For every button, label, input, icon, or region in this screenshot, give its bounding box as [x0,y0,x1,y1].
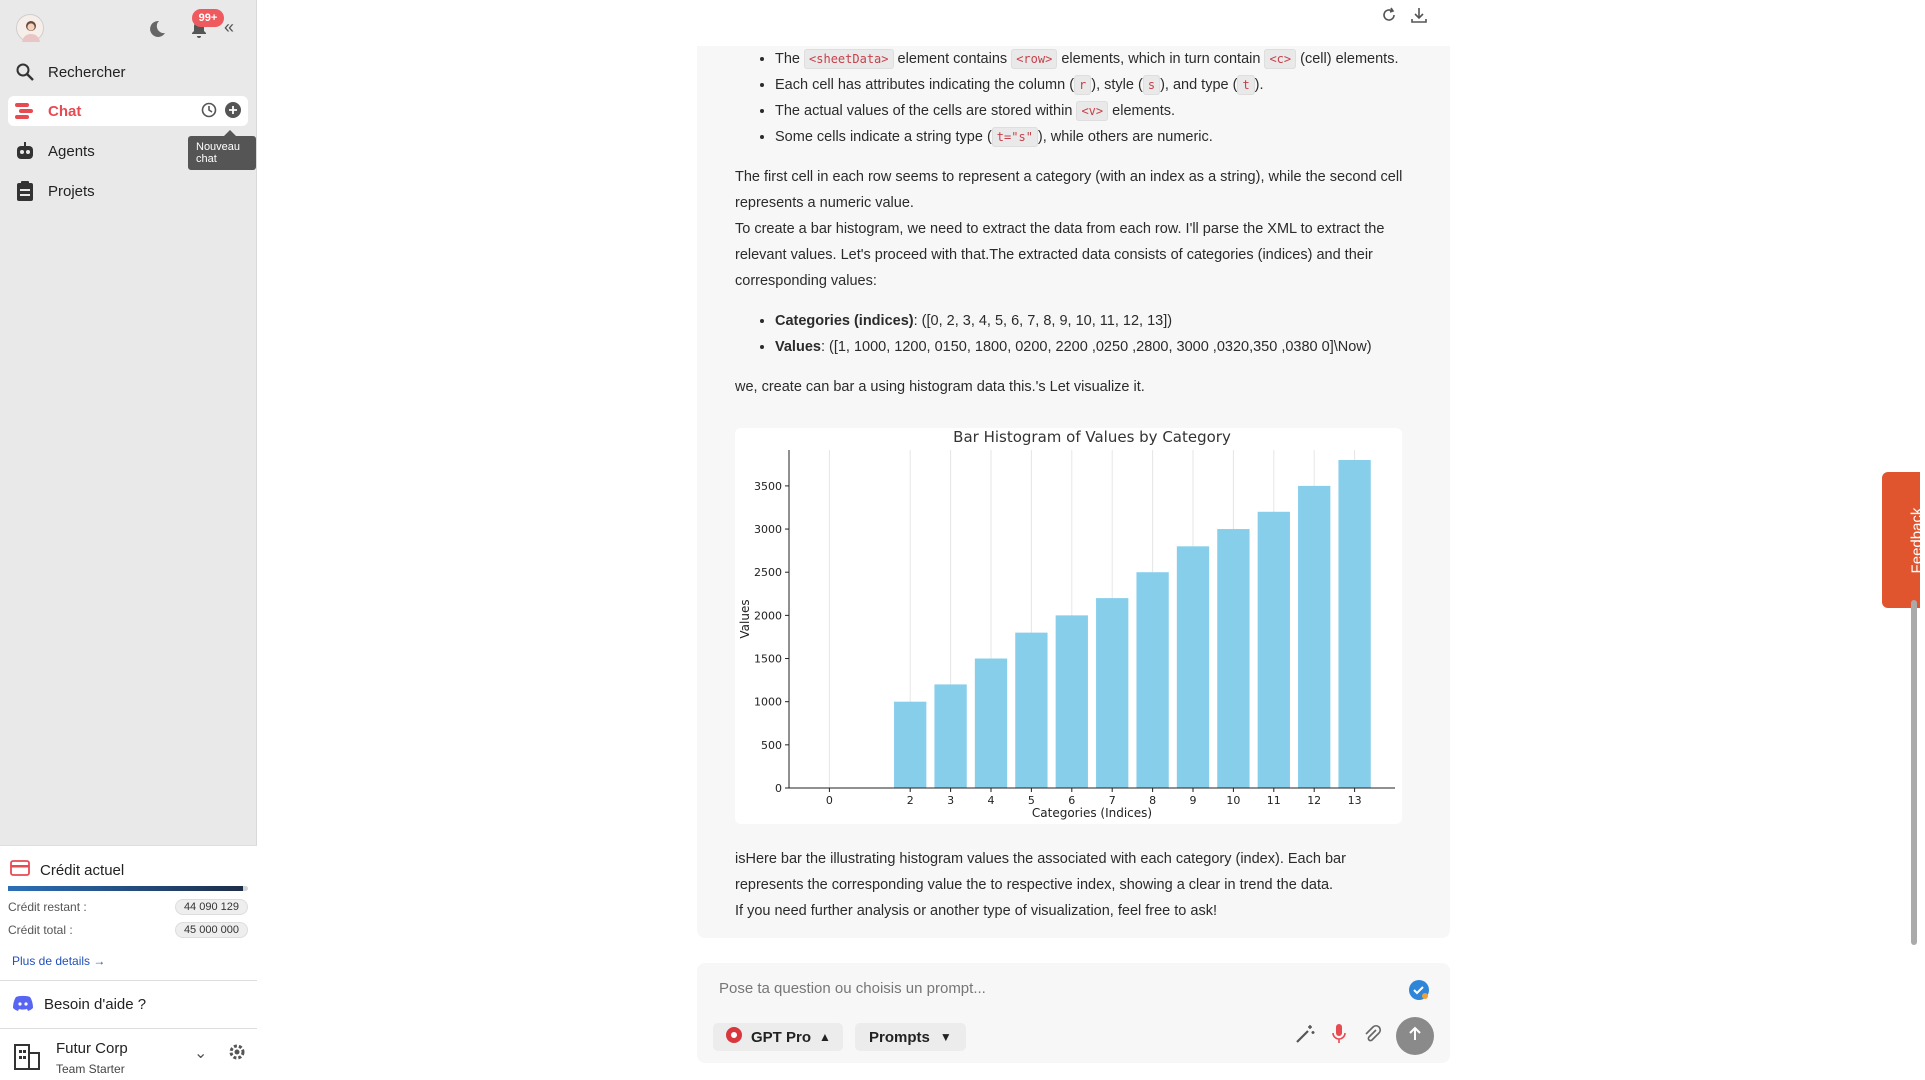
user-avatar[interactable] [16,14,44,42]
sidebar-header [16,14,244,44]
magic-wand-icon[interactable] [1294,1023,1316,1050]
credit-title-label: Crédit actuel [40,861,125,879]
arrow-up-icon [1406,1025,1424,1048]
theme-toggle-icon[interactable] [146,18,168,40]
message-paragraph: isHere bar the illustrating histogram values the associated with each category (index). Each bar represents the corresponding value the to respective index, showing a clear in trend the data. [735,851,1346,893]
sidebar-item-label: Agents [48,142,95,160]
search-icon [14,61,36,83]
x-axis-label: Categories (Indices) [1031,806,1153,820]
prompts-label: Prompts [869,1028,930,1046]
values-label: Values [775,339,821,355]
x-tick-label: 13 [1347,794,1362,807]
x-tick-label: 8 [1149,794,1157,807]
x-tick-label: 5 [1027,794,1035,807]
refresh-icon[interactable] [1380,6,1398,29]
credit-card-icon [10,860,30,880]
new-chat-icon[interactable] [224,101,242,123]
x-tick-label: 11 [1266,794,1281,807]
sidebar-item-label: Rechercher [48,63,126,81]
list-item: • Each cell has attributes indicating the column ( r ), style ( s ), and type ( t ). [775,72,1415,98]
y-tick-label: 2500 [754,566,782,580]
inline-code: <row> [1011,49,1057,69]
assistant-message-footer [735,846,1415,924]
categories-label: Categories (indices) [775,313,914,329]
x-tick-label: 10 [1226,794,1241,807]
building-icon [12,1041,42,1076]
scrollbar[interactable] [1911,600,1917,945]
composer-tools [1294,1017,1434,1055]
robot-icon [14,140,36,162]
credit-panel [0,845,257,980]
credit-title [10,860,124,880]
bar [1338,460,1370,788]
y-tick-label: 2000 [754,609,782,623]
verified-icon [1408,979,1430,1006]
bar-chart [735,428,1402,824]
y-tick-label: 3000 [754,523,782,537]
y-tick-label: 500 [761,738,782,752]
assistant-message [735,46,1415,400]
notifications-badge: 99+ [192,9,224,27]
credit-total-label: Crédit total : [8,923,73,937]
credit-details-label: Plus de details [12,954,91,968]
y-tick-label: 0 [775,782,782,795]
model-selector-button[interactable] [713,1023,843,1051]
credit-total-row [8,922,248,938]
feedback-label: Feedback [1908,507,1925,574]
bar [934,684,966,788]
top-actions [1380,6,1428,29]
sidebar [0,0,257,1080]
microphone-icon[interactable] [1330,1023,1348,1050]
chart-title: Bar Histogram of Values by Category [953,428,1231,446]
paperclip-icon[interactable] [1362,1024,1382,1049]
chevron-down-icon: ▼ [939,1030,952,1044]
credit-progress-fill [8,886,243,891]
y-tick-label: 3500 [754,479,782,493]
credit-details-link[interactable] [12,954,105,968]
message-paragraph: To create a bar histogram, we need to extract the data from each row. I'll parse the XML to extract the relevant values. Let's proceed with that.The extracted data consists of categories (indices) and their corresponding values: [735,221,1385,289]
list-item [775,308,1415,334]
credit-remaining-label: Crédit restant : [8,900,87,914]
sidebar-item-agents[interactable] [8,136,248,166]
inline-code: t="s" [992,127,1038,147]
credit-remaining-row [8,899,248,915]
list-item: • The actual values of the cells are stored within <v> elements. [775,98,1415,124]
inline-code: <sheetData> [804,49,893,69]
chat-icon [14,100,36,122]
bar [894,702,926,788]
sidebar-item-search[interactable] [8,57,248,87]
arrow-right-icon: → [93,954,106,968]
new-chat-tooltip: Nouveau chat [188,136,256,170]
bar [975,659,1007,788]
help-label: Besoin d'aide ? [44,996,147,1013]
organization-switcher[interactable] [0,1028,257,1080]
help-button[interactable] [0,980,257,1028]
message-paragraph: If you need further analysis or another type of visualization, feel free to ask! [735,903,1217,919]
prompt-input[interactable]: Pose ta question ou choisis un prompt... [719,980,986,997]
bar [1258,512,1290,788]
x-tick-label: 2 [906,794,914,807]
x-tick-label: 12 [1307,794,1322,807]
y-tick-label: 1000 [754,695,782,709]
sidebar-item-chat[interactable] [8,96,248,126]
inline-code: <c> [1264,49,1296,69]
prompts-button[interactable] [855,1023,966,1051]
credit-remaining-value: 44 090 129 [175,899,248,915]
x-tick-label: 9 [1189,794,1197,807]
bar [1056,615,1088,788]
xml-structure-list [735,46,1415,150]
sidebar-item-label: Chat [48,102,82,120]
inline-code: s [1143,75,1160,95]
inline-code: t [1237,75,1254,95]
categories-value: : ([0, 2, 3, 4, 5, 6, 7, 8, 9, 10, 11, 12, 13]) [913,313,1173,329]
chevron-down-icon[interactable]: ⌄ [194,1045,208,1062]
gear-icon[interactable] [228,1043,246,1066]
message-paragraph: we, create can bar a using histogram data this.'s Let visualize it. [735,379,1145,395]
bar [1015,633,1047,788]
assistant-message-card [697,46,1450,938]
composer [697,963,1450,1063]
x-tick-label: 0 [825,794,833,807]
chart-svg [735,428,1402,824]
history-icon[interactable] [200,101,218,123]
bar [1177,546,1209,788]
feedback-tab[interactable] [1882,472,1925,608]
chevron-up-icon: ▲ [819,1030,831,1044]
collapse-sidebar-icon[interactable]: « [224,17,235,37]
x-tick-label: 7 [1108,794,1116,807]
inline-code: r [1074,75,1091,95]
x-tick-label: 4 [987,794,995,807]
list-item: • The <sheetData> element contains <row> elements, which in turn contain <c> (cell) elements. [775,46,1415,72]
credit-progress-bar [8,886,248,891]
clipboard-icon [14,180,36,202]
message-paragraph: The first cell in each row seems to represent a category (with an index as a string), while the second cell represents a numeric value. [735,169,1403,211]
chat-actions [200,101,242,123]
sidebar-item-label: Projets [48,182,95,200]
credit-total-value: 45 000 000 [175,922,248,938]
x-tick-label: 6 [1068,794,1076,807]
org-name: Futur Corp [56,1040,128,1057]
list-item: • Some cells indicate a string type ( t="s" ), while others are numeric. [775,124,1415,150]
download-icon[interactable] [1410,6,1428,29]
send-button[interactable] [1396,1017,1434,1055]
bar [1096,598,1128,788]
sidebar-item-projects[interactable] [8,176,248,206]
values-value: : ([1, 1000, 1200, 0150, 1800, 0200, 2200 ,0250 ,2800, 3000 ,0320,350 ,0380 0]\Now) [820,339,1372,355]
bar [1298,486,1330,788]
x-tick-label: 3 [947,794,955,807]
discord-icon [12,995,34,1015]
model-logo-icon [725,1026,743,1048]
model-label: GPT Pro [751,1028,812,1046]
inline-code: <v> [1076,101,1108,121]
extracted-data-list [735,308,1415,360]
list-item [775,334,1415,360]
org-plan: Team Starter [56,1062,125,1076]
y-axis-label: Values [738,599,752,639]
bar [1217,529,1249,788]
y-tick-label: 1500 [754,652,782,666]
bar [1136,572,1168,788]
